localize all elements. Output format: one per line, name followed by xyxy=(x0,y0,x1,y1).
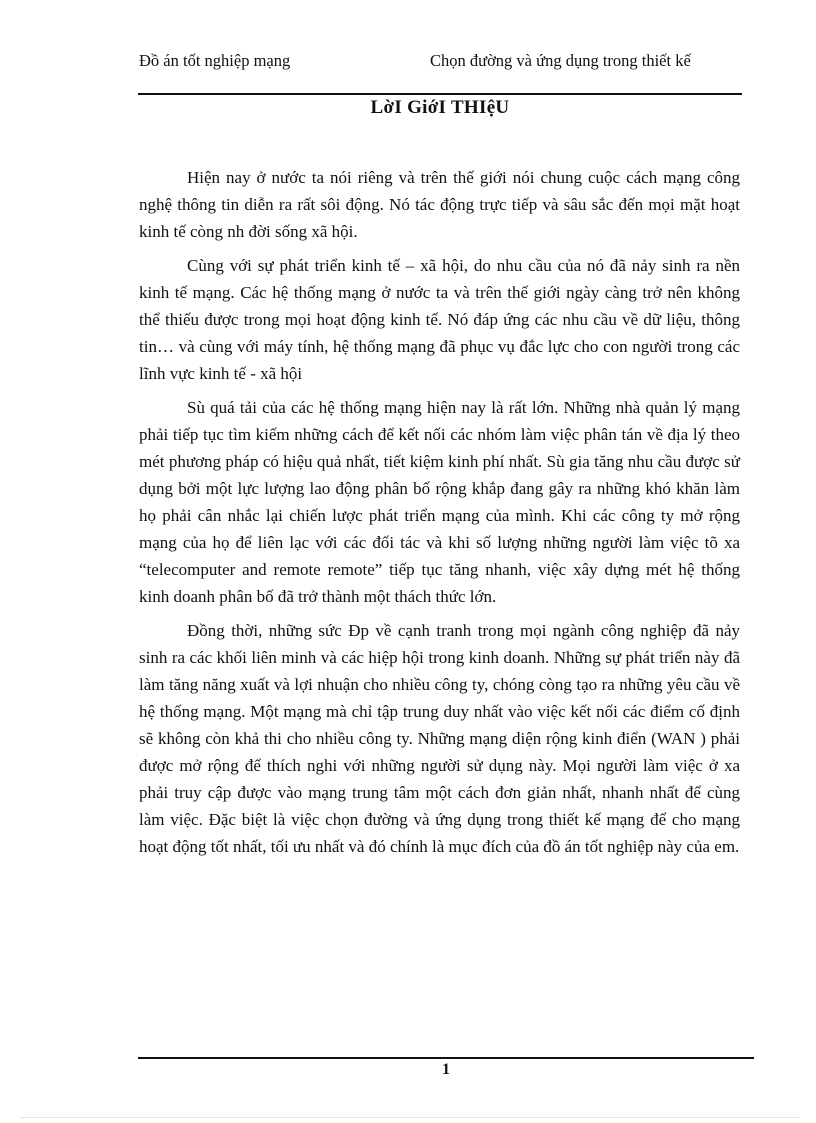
paragraph-1: Hiện nay ở nước ta nói riêng và trên thế giới nói chung cuộc cách mạng công nghệ thông tin diễn ra rất sôi động. Nó tác động trực tiếp và sâu sắc đến mọi mặt hoạt kinh tế còng nh đời sống xã hội. xyxy=(139,168,740,241)
body-text xyxy=(139,164,740,867)
page-number: 1 xyxy=(442,1061,450,1078)
header-left-title: Đồ án tốt nghiệp mạng xyxy=(139,51,291,70)
page-title: LờI GiớI THIệU xyxy=(370,97,510,118)
footer-rule xyxy=(138,1057,754,1059)
page-bottom-dotted-line xyxy=(20,1117,800,1118)
header-rule xyxy=(138,93,742,95)
header-right-title: Chọn đường và ứng dụng trong thiết kế xyxy=(430,51,691,70)
paragraph-2: Cùng với sự phát triển kinh tế – xã hội, do nhu cầu của nó đã nảy sinh ra nền kinh tế mạng. Các hệ thống mạng ở nước ta và trên thế giới ngày càng trở nên không thể thiếu được trong mọi hoạt động kinh tế. Nó đáp ứng các nhu cầu về dữ liệu, thông tin… và cùng với máy tính, hệ thống mạng đã phục vụ đắc lực cho con người trong các lĩnh vực kinh tế - xã hội xyxy=(139,256,740,383)
paragraph-3: Sù quá tải của các hệ thống mạng hiện nay là rất lớn. Những nhà quản lý mạng phải tiếp tục tìm kiếm những cách để kết nối các nhóm làm việc phân tán về địa lý theo mét phương pháp có hiệu quả nhất, tiết kiệm kinh phí nhất. Sù gia tăng nhu cầu được sử dụng bởi một lực lượng lao động phân bố rộng khắp đang gây ra những khó khăn làm họ phải cân nhắc lại chiến lược phát triển mạng của mình. Khi các công ty mở rộng mạng của họ để liên lạc với các đối tác và khi số lượng những người làm việc tõ xa “telecomputer and remote remote” tiếp tục tăng nhanh, việc xây dựng mét hệ thống kinh doanh phân bố đã trở thành một thách thức lớn. xyxy=(139,398,740,606)
paragraph-4: Đồng thời, những sức Ðp về cạnh tranh trong mọi ngành công nghiệp đã nảy sinh ra các khối liên minh và các hiệp hội trong kinh doanh. Những sự phát triển này đã làm tăng năng xuất và lợi nhuận cho nhiều công ty, chóng còng tạo ra những yêu cầu về hệ thống mạng. Một mạng mà chỉ tập trung duy nhất vào việc kết nối các điểm cố định sẽ không còn khả thi cho nhiều công ty. Những mạng diện rộng kinh điển (WAN ) phải được mở rộng để thích nghi với những người sử dụng này. Mọi người làm việc ở xa phải truy cập được vào mạng trung tâm một cách đơn giản nhất, nhanh nhất để cùng làm việc. Đặc biệt là việc chọn đường và ứng dụng trong thiết kế mạng để cho mạng hoạt động tốt nhất, tối ưu nhất và đó chính là mục đích của đồ án tốt nghiệp này của em. xyxy=(139,621,740,856)
